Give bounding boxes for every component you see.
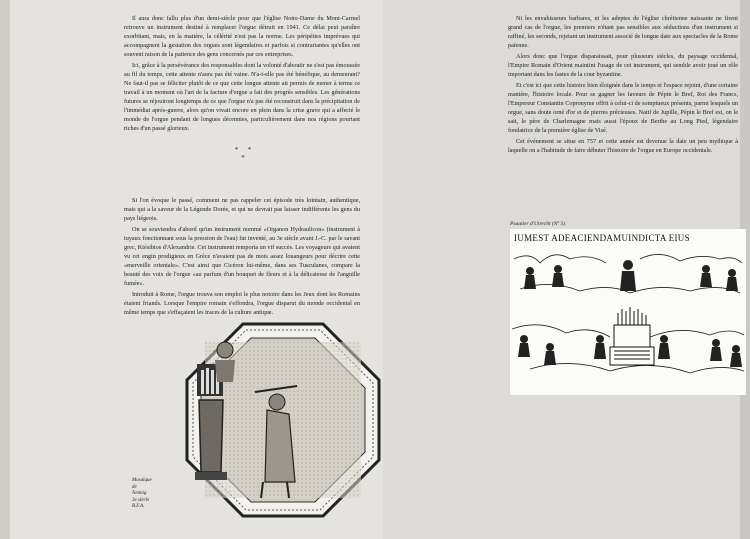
- caption-line: de: [132, 484, 137, 490]
- paragraph: Cet événement se situe en 757 et cette année est devenue la date un peu mythique à laquelle on a l'habitude de faire débuter l'histoire de l'orgue en Europe occidentale.: [508, 138, 738, 154]
- paragraph: Si l'on évoque le passé, comment ne pas rappeler cet épisode très lointain, authentique, mais qui a la saveur de la Légende Dorée, et qui ne devrait pas laisser indifférents les gens du pays liégeois.: [124, 197, 360, 222]
- caption-line: R.F.A.: [132, 504, 145, 509]
- paragraph: Introduit à Rome, l'orgue trouva son emploi le plus notoire dans les Jeux dont les Romains étaient friands. Lorsque l'empire romain s'effondra, l'orgue disparut du monde occidental en même temps que s'effaçaient les traces de la culture antique.: [124, 291, 360, 316]
- paragraph: Ni les envahisseurs barbares, ni les adeptes de l'église chrétienne naissante ne firent grand cas de l'orgue, les premiers n'étant pas sensibles aux séductions d'un instrument si raffiné, les seconds, rejetant un instrument associé de longue date aux spectacles de la Rome païenne.: [508, 15, 738, 49]
- paragraph: Il aura donc fallu plus d'un demi-siècle pour que l'église Notre-Dame du Mont-Carmel retrouve un instrument destiné à remplacer l'orgue détruit en 1941. Ce délai peut paraître exorbitant, mais, en la matière, la célérité n'est pas la norme. Les péripéties imprévues qui accompagnent la gestation des orgues sont légendaires et parfois si contrariantes qu'elles ont souvent raison de la patience des gens concernés par ces entreprises.: [124, 15, 360, 58]
- mosaic-caption: [132, 478, 182, 511]
- caption-line: Mosaïque: [132, 478, 152, 483]
- psalter-illustration: [510, 229, 746, 395]
- paragraph: Alors donc que l'orgue disparaissait, pour plusieurs siècles, du paysage occidental, l'Empire Romain d'Orient maintint l'usage de cet instrument, qui semble avoir joué un rôle important dans les fastes de la cour byzantine.: [508, 53, 738, 78]
- paragraph: On se souviendra d'abord qu'un instrument nommé «Organon Hydraulicon» (instrument à tuyaux fonctionnant sous la pression de l'eau) fut inventé, au 3e siècle avant J.-C. par le savant grec, Ktésibios d'Alexandrie. Cet instrument remporta un vif succès. Les voyageurs qui avaient vu cet engin prodigieux en Grèce n'avaient pas de mots assez louangeurs pour décrire cette «merveille orientale». C'est ainsi que Cicéron lui-même, dans ses Tusculanes, compare la beauté des voix de l'orgue «au parfum d'un bouquet de fleurs et à la délicatesse de l'anguille fumée».: [124, 226, 360, 287]
- psalter-inscription: IUMEST ADEACIENDAMUINDICTA EIUS: [514, 233, 690, 243]
- paragraph: Et c'est ici que cette histoire bien éloignée dans le temps et l'espace rejoint, d'une certaine manière, l'histoire locale. Pour se gagner les faveurs de Pépin le Bref, Roi des Francs, l'Empereur Constantin Copronyme offrit à celui-ci de somptueux présents, parmi lesquels un orgue, sans doute orné d'or et de pierres précieuses. Natif de Jupille, Pépin le Bref est, on le sait, le père de Charlemagne mais aussi l'époux de Berthe au Long Pied, légendaire fondatrice de la première église de Visé.: [508, 82, 738, 134]
- psalter-caption: Psautier d'Utrecht (Nº 5).: [510, 221, 567, 227]
- left-page-edge: [0, 0, 10, 539]
- section-separator: * * *: [234, 146, 256, 162]
- caption-line: Nennig: [132, 491, 147, 496]
- left-top-text-block: [124, 14, 360, 135]
- caption-line: 3e siècle: [132, 497, 150, 503]
- left-mid-text-block: [124, 196, 360, 319]
- paragraph: Ici, grâce à la persévérance des responsables dont la volonté d'aboutir ne s'est pas émoussée au fil du temps, cette attente n'aura pas été vaine. N'a-t-elle pas été bénéfique, au demeurant? Ne faut-il pas se féliciter plutôt de ce que cette longue attente ait permis de mener à terme ce travail à un moment où l'art de la facture d'orgue a fait des progrès sensibles. Les générations futures se réjouiront longtemps de ce que l'orgue n'a pas été reconstruit dans la précipitation de l'immédiat après-guerre, alors qu'on vivait encore en plein dans la crise grave qui a affecté le monde de l'orgue pendant de longues décennies, particulièrement dans nos régions pourtant riches d'un passé glorieux.: [124, 62, 360, 132]
- right-text-block: [508, 14, 738, 157]
- mosaic-image: [185, 322, 381, 518]
